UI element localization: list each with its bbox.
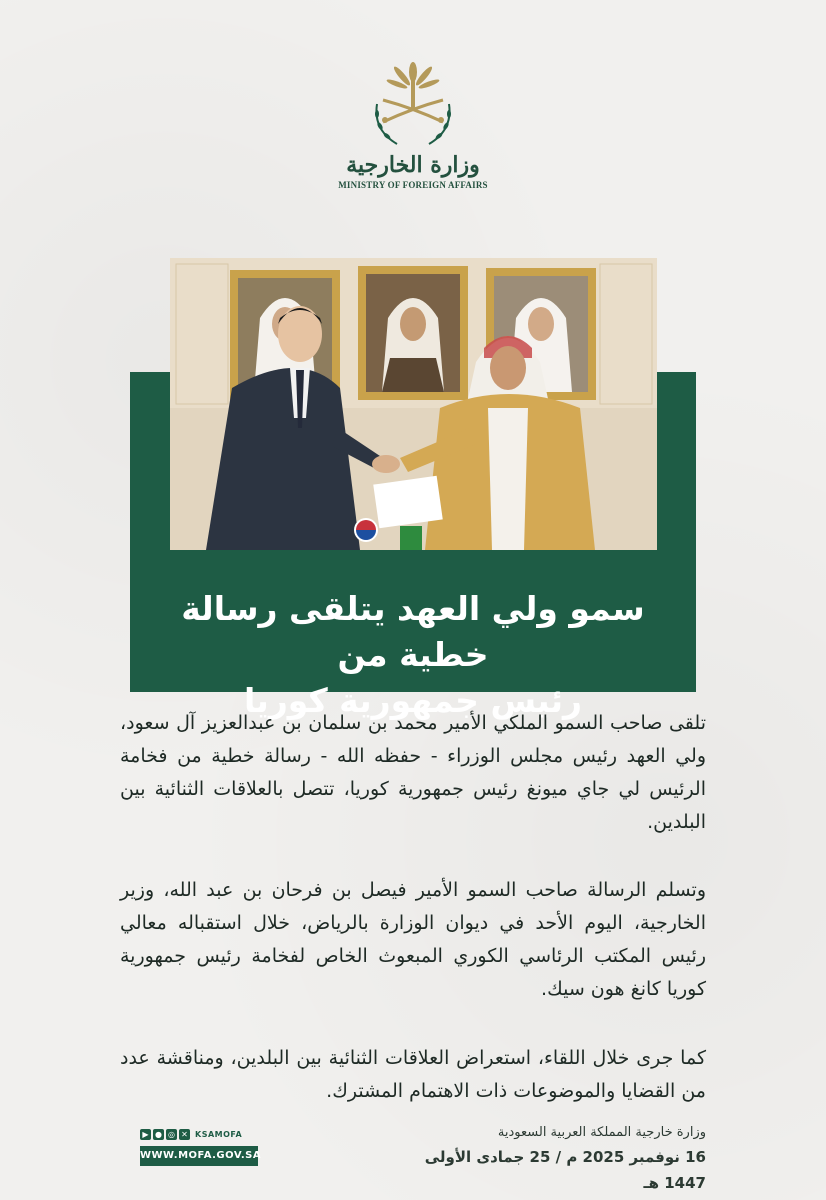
headline xyxy=(140,586,686,724)
website-url[interactable]: WWW.MOFA.GOV.SA xyxy=(140,1146,258,1166)
instagram-icon[interactable]: ◎ xyxy=(166,1129,177,1140)
footer-date: 16 نوفمبر 2025 م / 25 جمادى الأولى 1447 هـ xyxy=(424,1148,706,1192)
body-paragraph-3: كما جرى خلال اللقاء، استعراض العلاقات الثنائية بين البلدين، ومناقشة عدد من القضايا والموضوعات ذات الاهتمام المشترك. xyxy=(120,1047,706,1102)
flickr-icon[interactable]: ● xyxy=(153,1129,164,1140)
body-paragraph-1: تلقى صاحب السمو الملكي الأمير محمد بن سلمان بن عبدالعزيز آل سعود، ولي العهد رئيس مجلس الوزراء - حفظه الله - رسالة خطية من فخامة الرئيس لي جاي ميونغ رئيس جمهورية كوريا، تتصل بالعلاقات الثنائية بين البلدين. xyxy=(120,712,706,833)
saudi-emblem-icon xyxy=(371,60,455,148)
footer-info xyxy=(400,1122,706,1196)
x-icon[interactable]: ✕ xyxy=(179,1129,190,1140)
ministry-name-en: MINISTRY OF FOREIGN AFFAIRS xyxy=(338,180,488,190)
social-badge xyxy=(140,1125,262,1169)
meeting-photo xyxy=(170,258,657,550)
headline-line-1: سمو ولي العهد يتلقى رسالة خطية من xyxy=(181,589,645,674)
headline-line-2: رئيس جمهورية كوريا xyxy=(244,681,582,720)
ministry-logo xyxy=(337,60,489,190)
footer-org: وزارة خارجية المملكة العربية السعودية xyxy=(497,1125,706,1140)
ministry-name-ar: وزارة الخارجية xyxy=(346,152,480,178)
meeting-photo-illustration xyxy=(170,258,657,550)
social-icons-row xyxy=(140,1125,258,1143)
youtube-icon[interactable]: ▶ xyxy=(140,1129,151,1140)
body-paragraph-2: وتسلم الرسالة صاحب السمو الأمير فيصل بن فرحان بن عبد الله، وزير الخارجية، اليوم الأحد في ديوان الوزارة بالرياض، خلال استقباله معالي رئيس المكتب الرئاسي الكوري المبعوث الخاص لفخامة رئيس جمهورية كوريا كانغ هون سيك. xyxy=(120,879,706,1000)
social-handle: KSAMOFA xyxy=(195,1129,243,1139)
